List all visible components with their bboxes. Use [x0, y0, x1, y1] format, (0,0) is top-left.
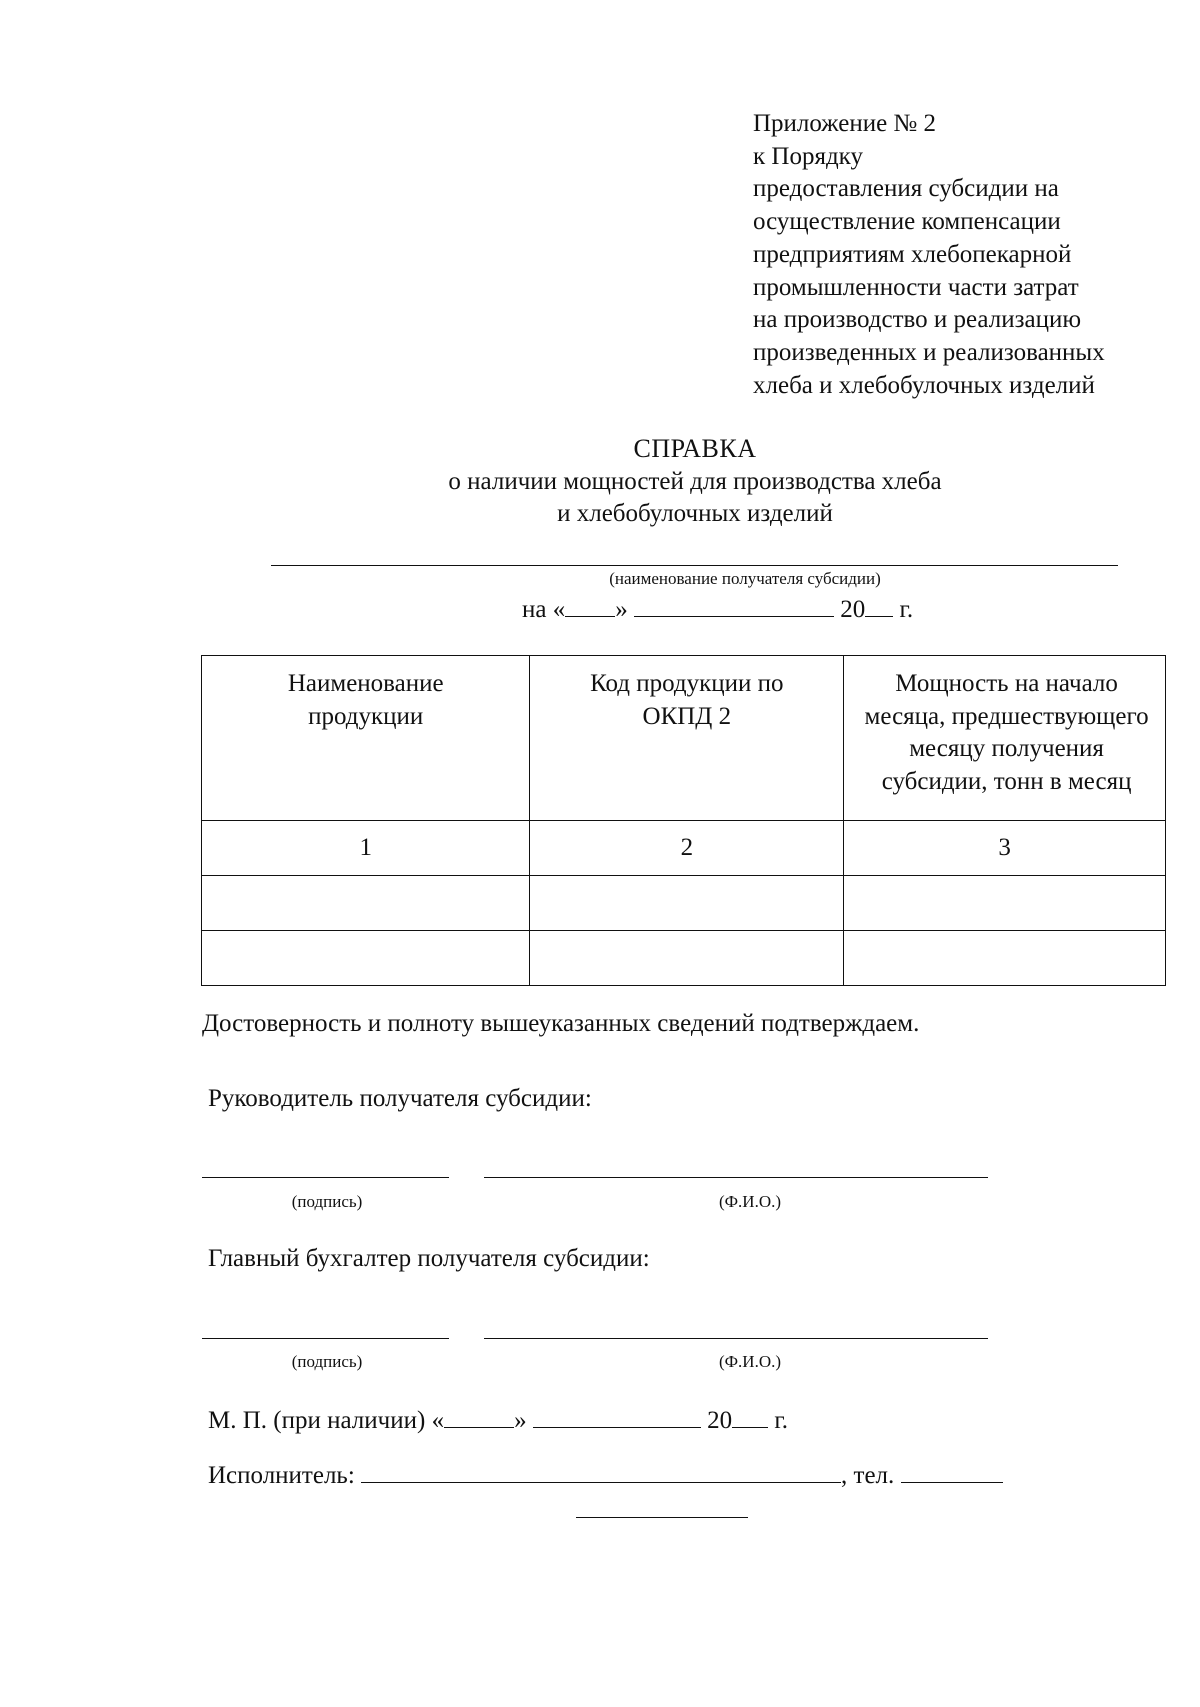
table-cell[interactable]: [530, 931, 844, 986]
date-year-prefix: 20: [840, 596, 866, 623]
stamp-year-field[interactable]: [732, 1403, 768, 1428]
appendix-line: хлеба и хлебобулочных изделий: [753, 371, 1095, 399]
stamp-suffix: г.: [774, 1407, 789, 1434]
table-cell[interactable]: [202, 931, 530, 986]
date-month-field[interactable]: [634, 592, 834, 617]
appendix-line: к Порядку: [753, 142, 863, 170]
header-capacity: Мощность на начало месяца, предшествующего месяцу получения субсидии, тонн в месяц: [844, 656, 1166, 821]
recipient-caption: (наименование получателя субсидии): [609, 569, 881, 588]
stamp-prefix: М. П. (при наличии) «: [208, 1407, 445, 1434]
phone-field[interactable]: [901, 1458, 1003, 1483]
date-day-field[interactable]: [565, 592, 615, 617]
appendix-line: на производство и реализацию: [753, 306, 1082, 334]
report-date-line: [522, 592, 913, 626]
capacity-table: [201, 655, 1166, 986]
accountant-signature-field[interactable]: [202, 1338, 449, 1339]
appendix-line: произведенных и реализованных: [753, 338, 1105, 366]
document-subtitle-line-2: и хлебобулочных изделий: [557, 500, 833, 527]
table-row: [202, 931, 1166, 986]
appendix-line: осуществление компенсации: [753, 208, 1061, 236]
signature-caption: (подпись): [291, 1352, 363, 1371]
column-number: 3: [844, 821, 1166, 876]
date-mid: »: [615, 596, 628, 623]
name-caption: (Ф.И.О.): [718, 1192, 782, 1211]
document-heading: [300, 432, 1090, 530]
column-number: 1: [202, 821, 530, 876]
executor-line: [208, 1458, 1003, 1492]
stamp-day-field[interactable]: [444, 1403, 514, 1428]
appendix-line: Приложение № 2: [753, 110, 937, 137]
header-product-code: Код продукции по ОКПД 2: [530, 656, 844, 821]
appendix-line: промышленности части затрат: [753, 273, 1079, 301]
head-name-field[interactable]: [484, 1177, 988, 1178]
executor-name-field[interactable]: [361, 1458, 841, 1483]
table-header-row: [202, 656, 1166, 821]
phone-label: , тел.: [841, 1462, 895, 1489]
date-suffix: г.: [899, 596, 914, 623]
document-subtitle-line-1: о наличии мощностей для производства хлеба: [448, 468, 942, 495]
date-prefix: на «: [522, 596, 566, 623]
table-cell[interactable]: [530, 876, 844, 931]
accountant-label: Главный бухгалтер получателя субсидии:: [208, 1245, 650, 1272]
date-year-field[interactable]: [865, 592, 893, 617]
recipient-name-field[interactable]: [271, 565, 1118, 566]
head-signature-field[interactable]: [202, 1177, 449, 1178]
stamp-year-prefix: 20: [707, 1407, 733, 1434]
appendix-reference: [753, 108, 1193, 402]
table-cell[interactable]: [844, 876, 1166, 931]
table-cell[interactable]: [202, 876, 530, 931]
name-caption: (Ф.И.О.): [718, 1352, 782, 1371]
column-number: 2: [530, 821, 844, 876]
appendix-line: предприятиям хлебопекарной: [753, 240, 1072, 268]
stamp-date-line: [208, 1403, 788, 1437]
signature-caption: (подпись): [291, 1192, 363, 1211]
stamp-mid: »: [514, 1407, 527, 1434]
accountant-name-field[interactable]: [484, 1338, 988, 1339]
head-label: Руководитель получателя субсидии:: [208, 1085, 592, 1112]
header-product-name: Наименование продукции: [202, 656, 530, 821]
table-number-row: [202, 821, 1166, 876]
appendix-line: предоставления субсидии на: [753, 175, 1059, 203]
executor-label: Исполнитель:: [208, 1462, 355, 1489]
document-end-divider: [576, 1517, 748, 1518]
document-title: СПРАВКА: [633, 434, 757, 463]
table-cell[interactable]: [844, 931, 1166, 986]
stamp-month-field[interactable]: [533, 1403, 701, 1428]
table-row: [202, 876, 1166, 931]
confirmation-statement: Достоверность и полноту вышеуказанных сведений подтверждаем.: [202, 1010, 920, 1037]
